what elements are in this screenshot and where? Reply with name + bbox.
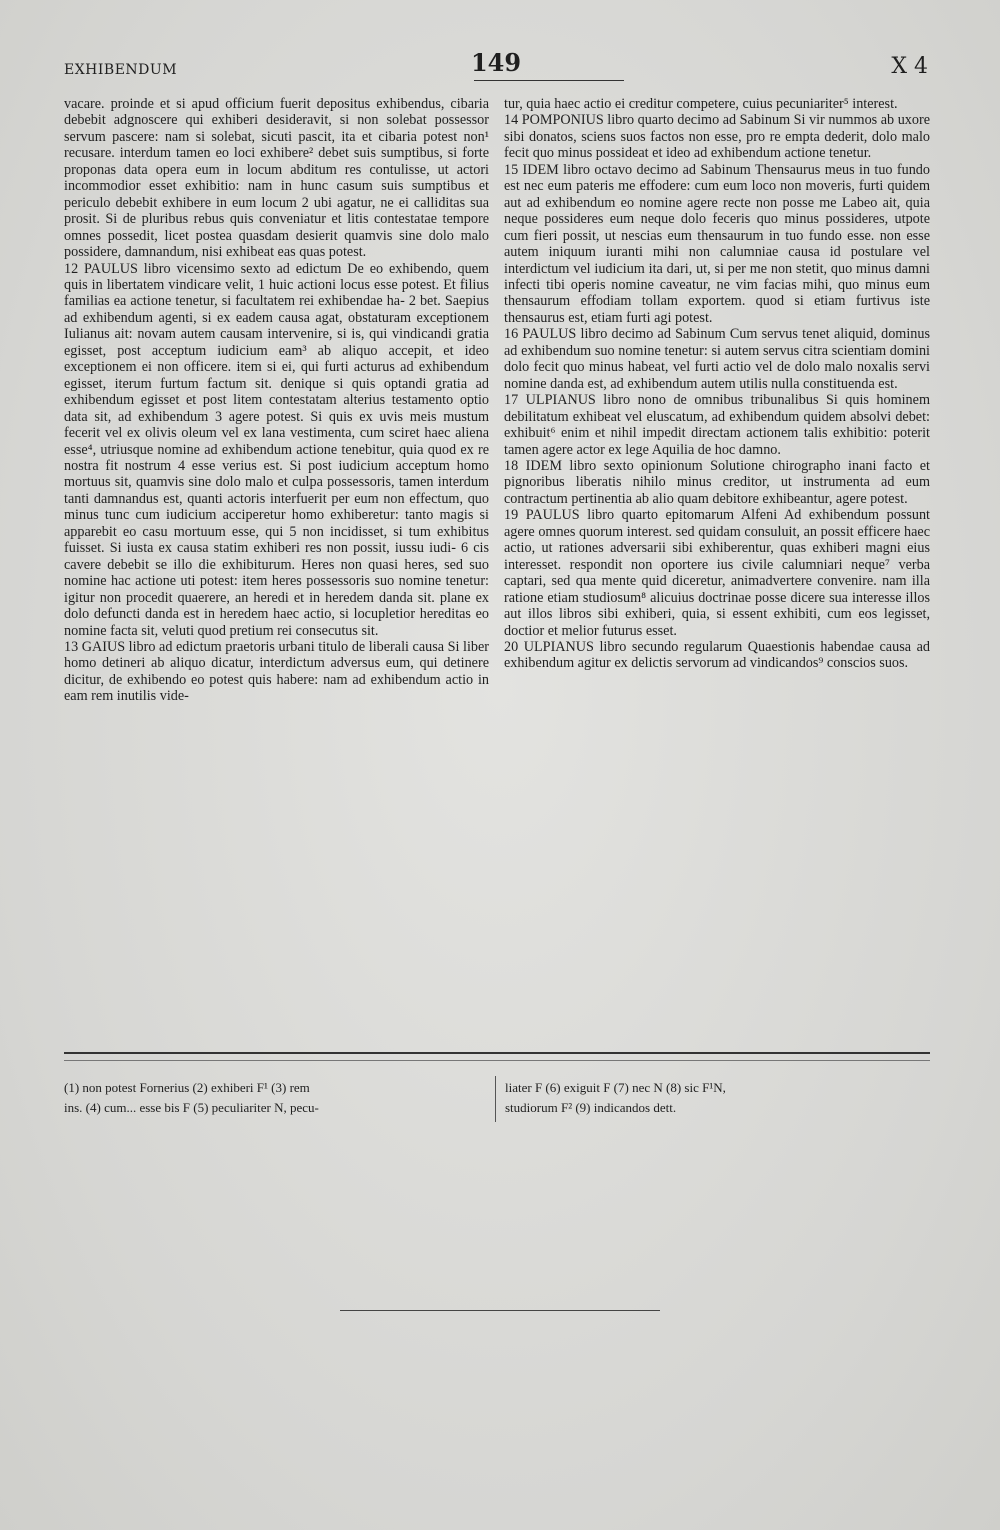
paragraph: 18 IDEM libro sexto opinionum Solutione chirographo inani facto et pignoribus liberatis nihilo minus creditor, ut instrumenta ad eum contractum pertinentia ab alio quam debitore exhibeantur, agere potest. xyxy=(504,457,930,507)
paragraph: 19 PAULUS libro quarto epitomarum Alfeni Ad exhibendum possunt agere omnes quorum interest. sed quidam consuluit, an possit efficere haec actio, ut rationes adversarii sibi exhiberentur, quas exhiberi magni eius interesset. respondit non oportere ius civile calumniari neque⁷ verba captari, sed qua mente quid diceretur, animadvertere convenire. nam illa ratione etiam studiosum⁸ alicuius doctrinae posse dicere sua interesse illos aut illos libros sibi exhiberi, quia, si essent exhibiti, cum eos legisset, doctior et melior futurus esset. xyxy=(504,507,930,639)
footnote-line: liater F (6) exiguit F (7) nec N (8) sic F¹N, xyxy=(505,1080,726,1095)
paragraph: 16 PAULUS libro decimo ad Sabinum Cum servus tenet aliquid, dominus ad exhibendum suo nomine tenetur: si autem servus citra scientiam domini dolo fecit quo minus habeat, vel furti actio vel de dolo malo noxalis servi nomine danda est, ad exhibendum autem utilis nulla constituenda est. xyxy=(504,326,930,392)
paragraph: 15 IDEM libro octavo decimo ad Sabinum Thensaurus meus in tuo fundo est nec eum pateris me effodere: cum eum loco non moveris, furti quidem aut ad exhibendum eo nomine agere recte non posse me Labeo ait, quia neque possideres eum neque dolo feceris quo minus possideres, utpote cum fieri possit, ut nescias eum thensaurum in tuo fundo esse. non esse autem iniquum iuranti mihi non calumniae causa id postulare vel interdictum vel iudicium ita dari, ut, si per me non stetit, quo minus damni infecti tibi operis nomine caveatur, ne vim facias mihi, quo minus eum thensaurum effodiam tollam exportem. quod si etiam furtivus iste thensaurus est, etiam furti agi potest. xyxy=(504,161,930,326)
paragraph: 20 ULPIANUS libro secundo regularum Quaestionis habendae causa ad exhibendum agitur ex delictis servorum ad vindicandos⁹ conscios suos. xyxy=(504,638,930,672)
right-column xyxy=(504,96,930,672)
bottom-rule xyxy=(340,1310,660,1311)
footnote-line: studiorum F² (9) indicandos dett. xyxy=(505,1100,677,1115)
paragraph: 14 POMPONIUS libro quarto decimo ad Sabinum Si vir nummos ab uxore sibi donatos, sciens suos factos non esse, pro re empta dederit, dolo malo fecit quo minus possideat et ideo ad exhibendum actione tenetur. xyxy=(504,112,930,162)
footnote-divider xyxy=(64,1052,930,1054)
paragraph: 13 GAIUS libro ad edictum praetoris urbani titulo de liberali causa Si liber homo detineri ab aliquo dicatur, interdictum adversus eum, qui detinere dicitur, de exhibendo eo potest quis habere: nam ad exhibendum actio in eam rem inutilis vide- xyxy=(64,638,489,705)
header-rule xyxy=(474,80,624,81)
paragraph: tur, quia haec actio ei creditur competere, cuius pecuniariter⁵ interest. xyxy=(504,96,898,112)
footnote-column-rule xyxy=(495,1076,496,1122)
footnotes-left xyxy=(64,1078,484,1118)
header-title: EXHIBENDUM xyxy=(64,62,178,78)
left-column xyxy=(64,96,489,705)
paragraph: vacare. proinde et si apud officium fuerit depositus exhibendus, cibaria debebit adgnoscere qui exhiberi desideravit, si non solebat possessor servum pascere: nam si solebat, sicuti pascit, ita et cibaria potest non¹ recusare. interdum tamen eo loci exhibere² debet suis sumptibus, si forte proponas data opera eum in locum abditum res contulisse, ut actori incommodior esset exhibitio: nam in hunc casum suis sumptibus et periculo debebit exhibere in eum locum 2 ubi agatur, ne ei calliditas sua prosit. Si de pluribus rebus quis conveniatur et litis contestatae tempore omnes possedit, licet postea quasdam desierit quamvis sine dolo malo possidere, damnandum, nisi exhibeat eas quas potest. xyxy=(64,96,489,261)
header-section: X 4 xyxy=(891,54,928,79)
running-header xyxy=(64,48,928,88)
paragraph: 17 ULPIANUS libro nono de omnibus tribunalibus Si quis hominem debilitatum exhibeat vel eluscatum, ad exhibendum quidem absolvi debet: exhibuit⁶ enim et nihil impedit directam actionem talis exhibitio: poterit tamen agere actor ex lege Aquilia de hoc damno. xyxy=(504,392,930,458)
footnote-line: (1) non potest Fornerius (2) exhiberi F¹ (3) rem xyxy=(64,1080,310,1095)
paragraph: 12 PAULUS libro vicensimo sexto ad edictum De eo exhibendo, quem quis in libertatem vindicare velit, 1 huic actioni locus esse potest. Et filius familias ea actione tenetur, si facultatem rei exhibendae ha- 2 bet. Saepius ad exhibendum agenti, si ex eadem causa agat, obstaturam exceptionem Iulianus ait: novam autem causam intervenire, si is, qui vindicandi gratia egisset, post acceptum iudicium eam³ ab aliquo accepit, et ideo exceptionem ei non officere. item si ei, qui furti acturus ad exhibendum egisset, iterum furtum factum sit. denique si quis optandi gratia ad exhibendum egisset et post litem contestatam alterius testamento optio data sit, ad exhibendum 3 agere potest. Si quis ex uvis meis mustum fecerit vel ex olivis oleum vel ex lana vestimenta, cum sciret haec aliena esse⁴, utriusque nomine ad exhibendum actione tenebitur, quia quod ex re nostra fit nostrum 4 esse verius est. Si post iudicium acceptum homo mortuus sit, quamvis sine dolo malo et culpa possessoris, tamen interdum tanti damnandus est, quanti actoris interfuerit per eum non effectum, quo minus tunc cum iudicium acciperetur homo exhiberetur: tanto magis si apparebit eo casu mortuum esse, qui 5 non incidisset, si tum exhibitus fuisset. Si iusta ex causa statim exhiberi res non possit, iussu iudi- 6 cis cavere debebit se illo die exhibiturum. Heres non quasi heres, sed suo nomine hac actione uti potest: item heres possessoris suo nomine tenetur: igitur non procedit quaerere, an heredi et in heredem danda sit. plane ex dolo defuncti danda est in heredem haec actio, si locupletior hereditas eo nomine facta sit, veluti quod pretium rei consecutus sit. xyxy=(64,260,489,639)
footnote-line: ins. (4) cum... esse bis F (5) peculiariter N, pecu- xyxy=(64,1100,319,1115)
footnotes-right xyxy=(505,1078,931,1118)
page-number: 149 xyxy=(470,48,522,77)
footnote-divider-thin xyxy=(64,1060,930,1061)
